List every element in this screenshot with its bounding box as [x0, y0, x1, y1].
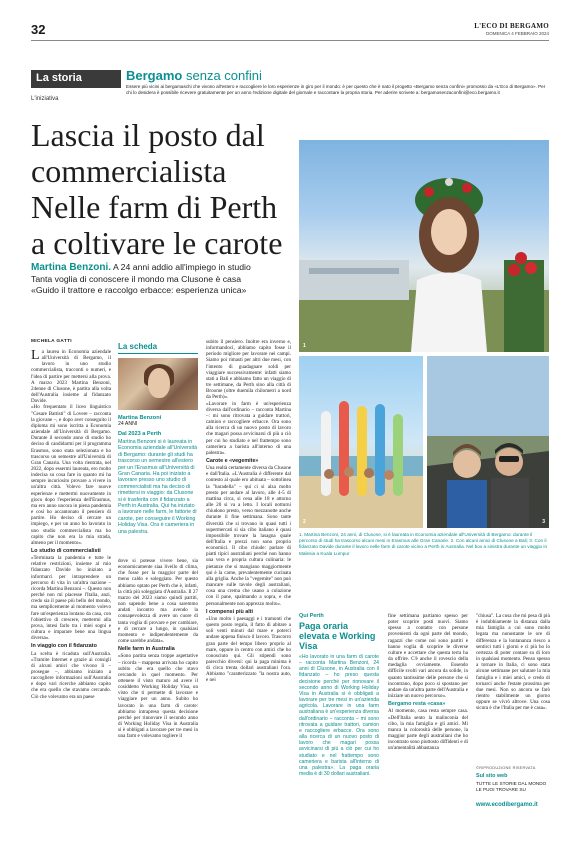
- bali-beach-illustration: [299, 356, 423, 528]
- subheading: Nelle farm in Australia: [118, 646, 175, 653]
- paragraph: subito il pensiero. Inoltre era inverno e, informandoci, abbiamo capito fosse il periodo migliore per lavorare nei campi. Siamo poi rimasti per altri due mesi, con l'intento di guadagnare soldi per viaggiare successivamente: infatti siamo stati a Bali e abbiamo fatto un viaggio di tre settimane, da Perth sino alla città di Broome (oltre duemila chilometri a nord da Perth)».: [206, 339, 291, 401]
- paragraph: «Sono partita senza troppe aspettative – ricorda – mappena arrivata ho capito subito che era quello che stavo cercando in quel momento. Per ottenere il visto maturo ad avere il cosiddetto Working Holiday Visa, un visto che ti permette di lavorare e viaggiare per un anno. Subito ho lavorato in una farm di carote: abbiamo intrapreso questa decisione perché per rinnovare il secondo anno di Working Holiday Visa in Australia si è obbligati a lavorare per tre mesi in una farm e volevamo togliere il: [118, 653, 198, 740]
- paragraph: a laurea in Economia aziendale all'Università di Bergamo, il lavoro in uno studio commercialista, tracconti o numeri, e l'idea di partire per mettersi alla prova. A marzo 2023 Martina Benzoni, 24enne di Clusone, è partita alla volta dell'Australia insieme al fidanzato Davide.: [31, 349, 111, 405]
- bali-beach-photo: [299, 356, 423, 528]
- paragraph: Al momento, casa resta sempre casa. «Dell'Italia sento la malinconia del cibo, la mia famiglia e gli amici. Mi manca la colorosità delle persone, la maggior parte degli australiani che ho incontrato sono piuttosto diffidenti e di un'amentalità abbastanza: [388, 708, 468, 752]
- paragraph: La scelta è ricaduta sull'Australia. «Tramite Internet e grazie ai consigli di alcuni amici che vivono lì – prosegue –, abbiamo iniziato a raccogliere informazioni sull'Australia e dopo vari ricerche abbiamo capito che era quello che stavamo cercando. Ciò che volevamo era un paese: [31, 650, 111, 700]
- graduation-photo: [299, 140, 549, 352]
- subheading: Lo studio di commercialisti: [31, 548, 101, 554]
- info-box: [118, 342, 198, 554]
- byline: MICHELA GATTI: [31, 339, 72, 344]
- qui-perth-text: «Ho lavorato in una farm di carote – racconta Martina Benzoni, 24 anni di Clusone, in Australia con il fidanzato – ho preso questa decisione perché per rinnovare il secondo anno di Working Holiday Visa in Australia si è obbligati a lavorare per tre mesi in un'azienda agricola. Lavorare in una farm australiana è un'esperienza diversa dall'ordinario – racconta – mi sono ritrovata a guidare trattori, camion e raccogliere erbacce. Ora sono alla ricerca di un nuovo posto di lavoro che magari possa avvicinarsi di più a ciò per cui ho studiato e nel frattempo sono cameriera e barista all'interno di una palestra». La paga oraria media è di 30 dollari australiani.: [299, 654, 379, 777]
- article-subhead: [31, 262, 291, 297]
- masthead: L'ECO DI BERGAMO: [474, 22, 549, 30]
- website-label: Sul sito web: [476, 773, 508, 779]
- info-box-age: 24 ANNI: [118, 421, 138, 427]
- qui-perth-title: Paga oraria elevata e Working Visa: [299, 621, 376, 651]
- paragraph: «Lavorare in farm è un'esperienza diversa dall'ordinario – racconta Martina –: mi sono ritrovata a guidare trattori, camion e raccogliere erbacce. Ora sono alla ricerca di un nuovo posto di lavoro che magari possa avvicinarsi di più a ciò per cui ho studiato e nel frattempo sono cameriera a barista all'interno di una palestra».: [206, 400, 291, 456]
- paragraph: dove si potesse vivere bene, sia economicamente siaa livello di clima, che fosse per la maggior parte del meno caldo e soleggiato. Per questo abbiamo optato per Perth che è, infatti, la città più soleggiata d'Australia. Il 27 marzo del 2023 siamo quindi partiti, non sapendo bene a cosa saremmo andati incontro ma avendo la consapevolezza di avere un cuore di tanta voglia di provare e per cambiare, e di cercare a lungo, in qualsiasi momento e indipendentemente da come sarebbe andata».: [118, 558, 198, 645]
- article-column-1: [31, 349, 111, 700]
- article-headline: Lascia il posto dal commercialista Nelle farm di Perth a coltivare le carote: [31, 117, 283, 261]
- paragraph: «Uno molto i paesaggi e i tramonti che questo posto regala, il fatto di abitare a soli venti minuti dal mare e poterci andare appena finisco il lavoro. Trascorro gran parte del tempo libero proprio al mare, oppure in centro con amici che ho conosciuto qui. Gli stipendi sono parecchio diversi: qui la paga minima è di circa trenta dollari australiani l'ora. Abbiamo "caratterizzato "la nostra auto, e nei: [206, 615, 291, 684]
- article-column-3: [206, 339, 291, 684]
- subhead-line-3: «Guido il trattore e raccolgo erbacce: esperienza unica»: [31, 285, 247, 295]
- photo-number: 1: [303, 343, 306, 349]
- website-link[interactable]: www.ecodibergamo.it: [476, 802, 538, 808]
- publication-date: DOMENICA 4 FEBBRAIO 2024: [485, 31, 549, 36]
- paragraph: fine settimana partiamo spesso per poter scoprire posti nuovi. Siamo spesso a contatto con persone provenienti da ogni parte del mondo, ragazzi che come noi sono partiti e hanno voglia di scoprire le diverse culture e accettare che questa terra ha da offrire. C'è anche il rovescio della medaglia ovviamente. Essendo difficile svolti vari ancora da solide, in quanto tantissime delle persone che si incontrano, dopo poco si spostano per andare da un'altra parte dell'Australia e iniziare un nuovo percorso».: [388, 613, 468, 700]
- page-number: 32: [31, 22, 46, 37]
- qui-perth-label: Qui Perth: [299, 613, 324, 619]
- copyright-notice: ©RIPRODUZIONE RISERVATA: [476, 765, 536, 770]
- rubric-description: Essere più vicini ai bergamaschi che vivono all'estero e raccogliere le loro esperienze in giro per il mondo: è per questo che è nato il progetto «Bergamo senza confini» promosso da «L'Eco di Bergamo». Per chi lo desidera è possibile ricevere gratuitamente per un anno l'edizione digitale del giornale e raccontare la propria storia. Per aderire scrivete a: bergamosenzaconfini@eco.bergamo.it: [126, 84, 546, 95]
- photo-number: 3: [542, 519, 545, 525]
- subheading: Carote e «vegemite»: [206, 457, 259, 464]
- qui-perth-box: [299, 613, 379, 777]
- paragraph: «Ho frequentato il liceo linguistico "Cesare Battisti" di Lovere – racconta la giovane –, e dopo aver conseguito il diploma mi sono iscritta a Economia aziendale all'Università di Bergamo. Durante il secondo anno di studio ho deciso di candidarmi per il programma Erasmus, sono stata selezionata e ho trascorso un semestre all'Università di Gran Canaria. Una volta rientrata, nel 2022, dopo essermi laureata, ero molto indecisa su cosa fare in quanto mi ha sempre incuriosito provare a vivere in un'altra città. Volevo fare nuove esperienze e mettermi nuovamente in gioco dopo l'esperienza dell'Erasmus, ma ero anno uncora in piena pandemia e così ho accantonato il pensiero di partire. Ho deciso di cercare un impiego, e per un anno ho lavorato in uno studio commercialista ma ho capito che non era la mia strada, almeno per il momento».: [31, 404, 111, 546]
- paragraph: "chiusa". La cosa che mi pesa di più è indubbiamente la distanza dalla mia famiglia a cui sono molto legata ma nonostante le ore di differenza e la lontananza riesco a sentirci tutti i giorni e ci più ho lo certezza di poter contare su di loro in qualsiasi momento. Penso spesso a tornare in Italia, ci sono stata alcune settimane per salutare la mia famiglia e i miei amici, e credo di tornarci anche l'estate prossima per due mesi. Non so ancora se farò rientro stabilmente un giorno oppure se vivrò altrove. Una cosa sicura è che l'Italia per me è casa».: [476, 613, 550, 712]
- car-selfie-photo: [427, 356, 549, 528]
- drop-cap: L: [31, 348, 40, 363]
- car-selfie-illustration: [427, 356, 549, 528]
- paragraph: Una realtà certamente diversa da Clusone e dall'Italia. «L'Australia è differente dal contesto al quale ero abituata – sottolinea la "baradella" – qui ci si alza molto presto per andare al lavoro, alle 4-5 di mattina circa, si cena alle 18 e attorno alle 20 si va a letto. I locali notturni chiudono presto, verso mezzanotte anche durante il fine settimana. Sono tante diversità che si trovano in quasi tutti i supermercati si sia cibo italiano è quasi impossibile trovare la lasagna quale dell'Italia e prezzi non sono proprio economici. Il cibo chiude: parlare di piatti tipici australiani perché non hanno una vera e propria cultura culinaria: le pietanze che si mangiano maggiormente qui è la carne, prevalentemente cucinata alla griglia. Anche la "vegemite" non può mancare sulle tavole degli australiani, cosa una crema che usano a colazione con il pane, spalmando a sopra, e che personalmente non apprezzo molto».: [206, 465, 291, 607]
- portrait-photo: [118, 358, 198, 410]
- article-column-2: [118, 558, 198, 740]
- subhead-name: Martina Benzoni.: [31, 262, 112, 273]
- info-box-title: La scheda: [118, 342, 198, 354]
- subheading: I compensi più alti: [206, 608, 254, 615]
- section-sublabel: L'iniziativa: [31, 96, 59, 102]
- rubric-title: [126, 68, 262, 83]
- article-column-5: [388, 613, 468, 751]
- subhead-line-2: Tanta voglia di conoscere il mondo ma Clusone è casa: [31, 273, 242, 284]
- graduation-photo-illustration: [299, 140, 549, 352]
- info-box-year: Dal 2023 a Perth: [118, 431, 162, 437]
- section-label: La storia: [36, 72, 82, 84]
- photo-caption: 1. Martina Benzoni, 24 anni, di Clusone, si è laureata in Economia aziendale all'Università di Bergamo: durante il percorso di studi ha trascorso alcuni mesi in Erasmus alle Gran Canarie. 2. Con alcuni amici di Clusone a Bali; 3. Con il fidanzato Davide durante il lavoro nelle farm di carote vicino a Perth in Australia. Nel box a sinistra durante un viaggio in Malesia a Kuala Lumpur: [299, 532, 548, 556]
- article-column-6: [476, 613, 550, 712]
- paragraph: «Terminata la pandemia e tutte le relative restrizioni, insieme al mio fidanzato Davide ho iniziato a informarci per intraprendere un percorso di vita in un'altra nazione – ricorda Martina Benzoni –. Questo non perché non mi piacesse l'Italia, anzi, credo sia il paese più bello del mondo, ma semplicemente al momento volevo fare un'esperienza lontano da casa, con l'obiettivo di crescere, mettermi alla prova, intesi farlo tra i miei sogni e cultura e imparare bene una lingua diversa».: [31, 555, 111, 642]
- header-divider: [31, 40, 549, 41]
- subheading: Bergamo resta «casa»: [388, 701, 446, 708]
- info-box-text: Martina Benzoni si è laureata in Economia aziendale all'Università di Bergamo: durante gli studi ha trascorso un semestre all'estero per un l'Erasmus all'Università di Gran Canaria. Ha poi iniziato a lavorare presso uno studio di commercialisti ma ha deciso di rimettersi in viaggio: da Clusone si è trasferita con il fidanzato a Perth in Australia. Qui ha iniziato a lavorare nelle farm, le fattorie di carote, per conseguire il Working Holiday Visa. Ora è cameriera in una palestra.: [118, 439, 198, 535]
- photo-number: 2: [303, 519, 306, 525]
- subheading: In viaggio con il fidanzato: [31, 643, 97, 650]
- subhead-line-1: A 24 anni addio all'impiego in studio: [111, 262, 251, 272]
- info-box-name: Martina Benzoni: [118, 415, 162, 421]
- website-subtitle: TUTTE LE STORIE DAL MONDO LE PUOI TROVARE SU: [476, 781, 547, 792]
- rubric-title-rest: senza confini: [185, 68, 262, 83]
- rubric-title-bold: Bergamo: [126, 68, 183, 83]
- portrait-face: [148, 368, 170, 398]
